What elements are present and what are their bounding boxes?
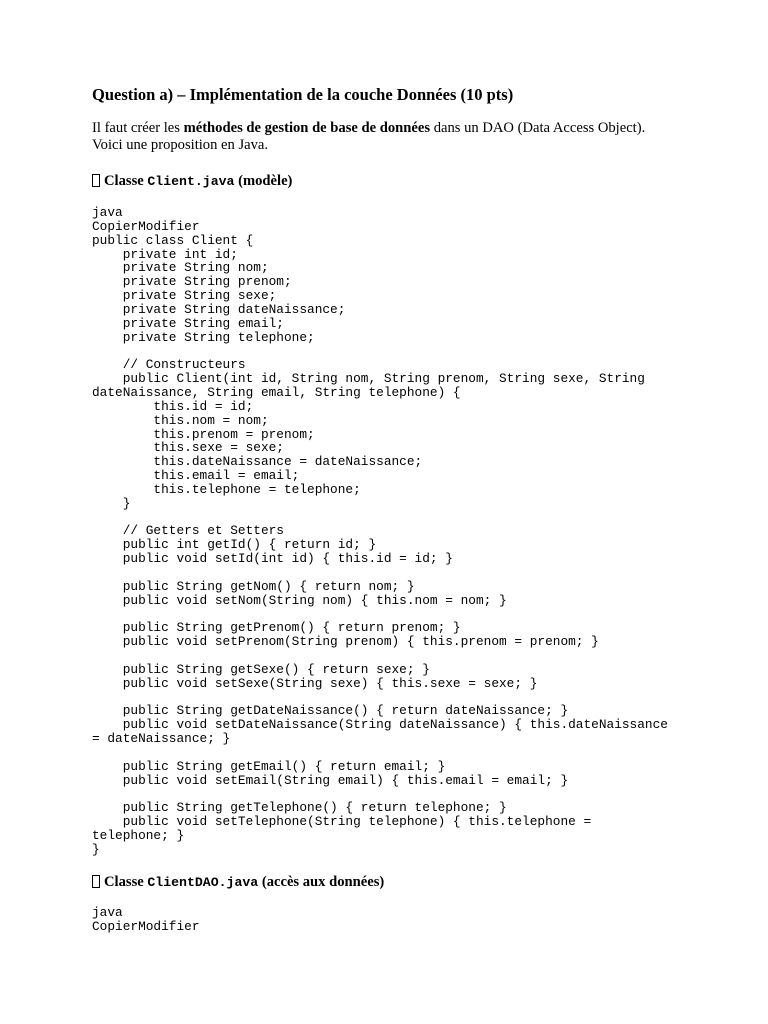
document-page (92, 84, 732, 934)
missing-glyph-icon (92, 174, 100, 187)
question-title: Question a) – Implémentation de la couche Données (10 pts) (92, 85, 514, 104)
section-heading-filename: ClientDAO.java (147, 875, 259, 890)
section-heading-client-dao (92, 873, 384, 892)
section-heading-prefix: Classe (104, 874, 148, 890)
section-heading-suffix: (modèle) (234, 173, 293, 189)
intro-paragraph (92, 120, 672, 154)
client-dao-code-block: java CopierModifier (92, 905, 200, 934)
section-heading-prefix: Classe (104, 173, 148, 189)
intro-text-after: dans un DAO (Data Access Object). Voici une proposition en Java. (92, 120, 646, 153)
intro-text-before: Il faut créer les (92, 120, 184, 136)
section-heading-suffix: (accès aux données) (258, 874, 385, 890)
client-java-code-block: java CopierModifier public class Client { private int id; private String nom; private String prenom; private String sexe; private String dateNaissance; private String email; private String telephone; // Constructeurs public Client(int id, String nom, String prenom, String sexe, String dateNaissance, String email, String telephone) { this.id = id; this.nom = nom; this.prenom = prenom; this.sexe = sexe; this.dateNaissance = dateNaissance; this.email = email; this.telephone = telephone; } // Getters et Setters public int getId() { return id; } public void setId(int id) { this.id = id; } public String getNom() { return nom; } public void setNom(String nom) { this.nom = nom; } public String getPrenom() { return prenom; } public void setPrenom(String prenom) { this.prenom = prenom; } public String getSexe() { return sexe; } public void setSexe(String sexe) { this.sexe = sexe; } public String getDateNaissance() { return dateNaissance; } public void setDateNaissance(String dateNaissance) { this.dateNaissance = dateNaissance; } public String getEmail() { return email; } public void setEmail(String email) { this.email = email; } public String getTelephone() { return telephone; } public void setTelephone(String telephone) { this.telephone = telephone; } } (92, 205, 668, 857)
missing-glyph-icon (92, 875, 100, 888)
section-heading-client-model (92, 172, 292, 191)
intro-bold-text: méthodes de gestion de base de données (183, 120, 431, 136)
section-heading-filename: Client.java (147, 174, 235, 189)
